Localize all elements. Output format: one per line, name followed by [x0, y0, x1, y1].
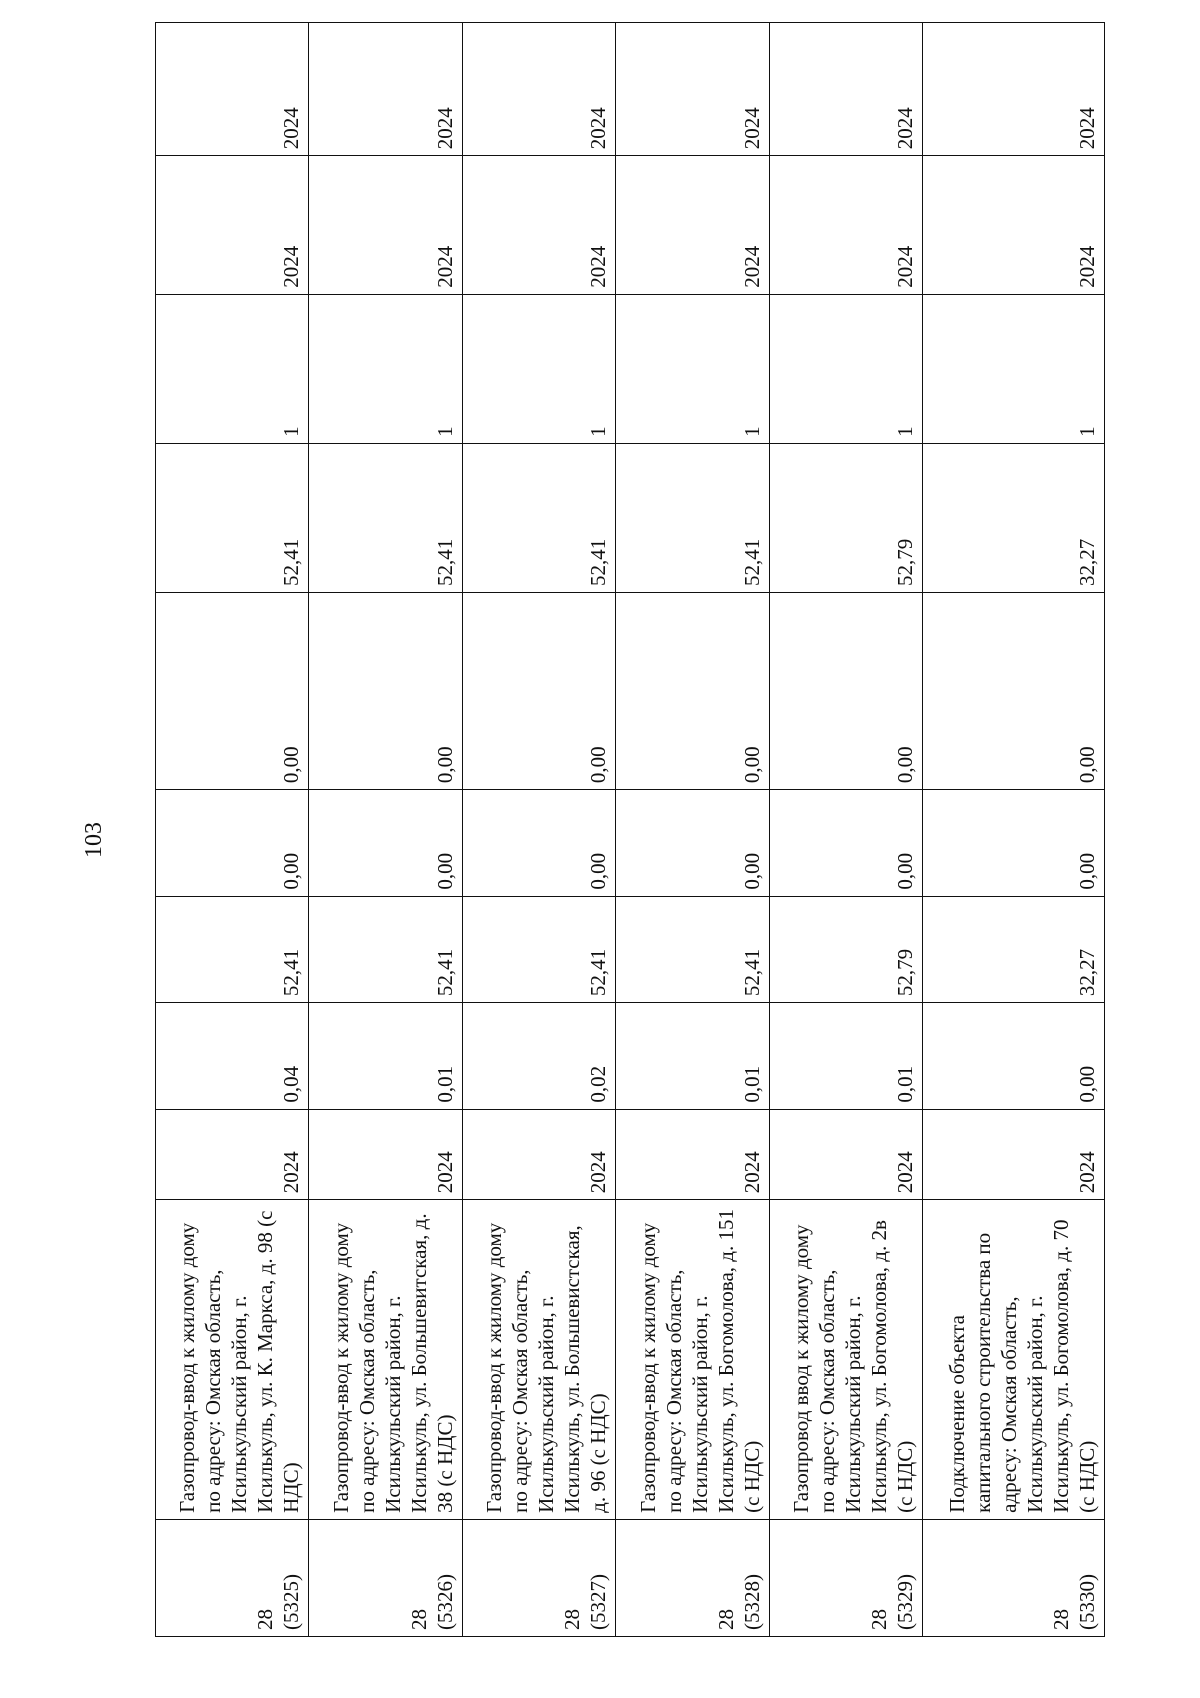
- quantity-cell: [769, 294, 922, 443]
- total-cost-cell: [769, 443, 922, 592]
- cell-text-name: Газопровод-ввод к жилому дому по адресу: Омская область, Исилькульский район, г. Исилькуль, ул. Богомолова, д. 151 (с НДС): [635, 1209, 764, 1513]
- value-cell-2: [922, 896, 1104, 1003]
- cell-text-num: 28: [866, 1609, 891, 1630]
- value-cell-3: [922, 790, 1104, 897]
- quantity-cell: [922, 294, 1104, 443]
- cell-text-year-start: 2024: [279, 1151, 304, 1194]
- total-cost-cell: [462, 443, 615, 592]
- value-cell-1: [922, 1003, 1104, 1110]
- table-row: [616, 23, 769, 1637]
- start-year-cell: [922, 1109, 1104, 1200]
- cell-text-c5: 52,41: [279, 538, 304, 586]
- cell-text-c6: 1: [739, 426, 764, 437]
- cell-text-c6: 1: [892, 426, 917, 437]
- cell-text-c7: 2024: [739, 245, 764, 288]
- value-cell-4: [156, 593, 309, 790]
- cell-text-c5: 52,41: [739, 538, 764, 586]
- value-cell-2: [769, 896, 922, 1003]
- cell-text-c1: 0,01: [432, 1065, 457, 1103]
- cell-text-c6: 1: [432, 426, 457, 437]
- cell-text-c2: 52,41: [432, 948, 457, 997]
- cell-text-c8: 2024: [739, 107, 764, 150]
- cell-text-c8: 2024: [586, 107, 611, 150]
- cell-text-num: 28: [713, 1609, 738, 1630]
- cell-text-c8: 2024: [1075, 107, 1099, 150]
- cell-text-c2: 52,41: [279, 948, 304, 997]
- cell-text-c8: 2024: [279, 107, 304, 150]
- cell-text-c1: 0,02: [586, 1065, 611, 1103]
- cell-text-c8: 2024: [432, 107, 457, 150]
- cell-text-name: Подключение объекта капитального строительства по адресу: Омская область, Исилькульский район, г. Исилькуль, ул. Богомолова, д. 70 (с НДС): [945, 1219, 1099, 1513]
- cell-text-c6: 1: [1075, 426, 1099, 437]
- quantity-cell: [156, 294, 309, 443]
- year-cell-2: [156, 23, 309, 156]
- quantity-cell: [616, 294, 769, 443]
- total-cost-cell: [616, 443, 769, 592]
- cell-text-c4: 0,00: [892, 746, 917, 784]
- cell-text-code: (5329): [892, 1574, 917, 1630]
- year-cell-1: [462, 156, 615, 294]
- cell-text-c3: 0,00: [739, 852, 764, 890]
- cell-text-c2: 32,27: [1075, 948, 1099, 997]
- start-year-cell: [309, 1109, 462, 1200]
- row-number-cell: [616, 1519, 769, 1636]
- cell-text-name: Газопровод-ввод к жилому дому по адресу: Омская область, Исилькульский район, г. Исилькуль, ул. К. Маркса, д. 98 (с НДС): [175, 1210, 304, 1513]
- cell-text-year-start: 2024: [432, 1151, 457, 1194]
- cell-text-code: (5325): [279, 1574, 304, 1630]
- table-row: [156, 23, 309, 1637]
- rotated-table-wrapper: [155, 22, 1105, 1637]
- start-year-cell: [769, 1109, 922, 1200]
- cell-text-c7: 2024: [892, 245, 917, 288]
- cell-text-year-start: 2024: [586, 1151, 611, 1194]
- cell-text-code: (5328): [739, 1574, 764, 1630]
- cell-text-num: 28: [1049, 1609, 1073, 1630]
- cell-text-c7: 2024: [586, 245, 611, 288]
- start-year-cell: [462, 1109, 615, 1200]
- cell-text-c4: 0,00: [586, 746, 611, 784]
- year-cell-2: [922, 23, 1104, 156]
- value-cell-4: [769, 593, 922, 790]
- cell-text-c5: 32,27: [1075, 538, 1099, 586]
- total-cost-cell: [922, 443, 1104, 592]
- cell-text-c2: 52,41: [739, 948, 764, 997]
- value-cell-2: [156, 896, 309, 1003]
- value-cell-3: [616, 790, 769, 897]
- value-cell-2: [462, 896, 615, 1003]
- cell-text-c7: 2024: [432, 245, 457, 288]
- cell-text-c5: 52,41: [432, 538, 457, 586]
- cell-text-c7: 2024: [279, 245, 304, 288]
- object-name-cell: [462, 1200, 615, 1520]
- year-cell-1: [769, 156, 922, 294]
- value-cell-1: [156, 1003, 309, 1110]
- cell-text-name: Газопровод-ввод к жилому дому по адресу: Омская область, Исилькульский район, г. Исилькуль, ул. Большевистская, д. 96 (с НДС): [482, 1222, 611, 1513]
- cell-text-num: 28: [253, 1609, 278, 1630]
- cell-text-c5: 52,41: [586, 538, 611, 586]
- total-cost-cell: [156, 443, 309, 592]
- cell-text-c3: 0,00: [432, 852, 457, 890]
- row-number-cell: [462, 1519, 615, 1636]
- year-cell-1: [922, 156, 1104, 294]
- year-cell-2: [309, 23, 462, 156]
- cell-text-c3: 0,00: [279, 852, 304, 890]
- value-cell-2: [309, 896, 462, 1003]
- value-cell-1: [616, 1003, 769, 1110]
- cell-text-year-start: 2024: [739, 1151, 764, 1194]
- value-cell-4: [462, 593, 615, 790]
- cell-text-c3: 0,00: [892, 852, 917, 890]
- cell-text-c1: 0,00: [1075, 1065, 1099, 1103]
- cell-text-c5: 52,79: [892, 538, 917, 586]
- cell-text-c1: 0,01: [739, 1065, 764, 1103]
- object-name-cell: [156, 1200, 309, 1520]
- row-number-cell: [922, 1519, 1104, 1636]
- table-row: [922, 23, 1104, 1637]
- cell-text-num: 28: [406, 1609, 431, 1630]
- value-cell-1: [769, 1003, 922, 1110]
- cell-text-year-start: 2024: [892, 1151, 917, 1194]
- object-name-cell: [922, 1200, 1104, 1520]
- year-cell-2: [462, 23, 615, 156]
- value-cell-3: [156, 790, 309, 897]
- cell-text-year-start: 2024: [1075, 1151, 1099, 1194]
- cell-text-code: (5330): [1075, 1574, 1099, 1630]
- cell-text-c6: 1: [586, 426, 611, 437]
- table-row: [462, 23, 615, 1637]
- value-cell-1: [462, 1003, 615, 1110]
- start-year-cell: [156, 1109, 309, 1200]
- object-name-cell: [309, 1200, 462, 1520]
- cell-text-name: Газопровод-ввод к жилому дому по адресу: Омская область, Исилькульский район, г. Исилькуль, ул. Большевитская, д. 38 (с НДС): [328, 1213, 457, 1513]
- table-row: [769, 23, 922, 1637]
- cell-text-code: (5327): [586, 1574, 611, 1630]
- quantity-cell: [309, 294, 462, 443]
- cell-text-c4: 0,00: [739, 746, 764, 784]
- cell-text-c4: 0,00: [432, 746, 457, 784]
- value-cell-1: [309, 1003, 462, 1110]
- year-cell-2: [769, 23, 922, 156]
- value-cell-4: [616, 593, 769, 790]
- cell-text-c2: 52,79: [892, 948, 917, 997]
- cell-text-c7: 2024: [1075, 245, 1099, 288]
- value-cell-3: [309, 790, 462, 897]
- total-cost-cell: [309, 443, 462, 592]
- table-row: [309, 23, 462, 1637]
- row-number-cell: [769, 1519, 922, 1636]
- row-number-cell: [309, 1519, 462, 1636]
- quantity-cell: [462, 294, 615, 443]
- cell-text-c3: 0,00: [1075, 852, 1099, 890]
- cell-text-num: 28: [560, 1609, 585, 1630]
- cell-text-c2: 52,41: [586, 948, 611, 997]
- cell-text-name: Газопровод ввод к жилому дому по адресу: Омская область, Исилькульский район, г. Исилькуль, ул. Богомолова, д. 2в (с НДС): [788, 1220, 917, 1513]
- object-name-cell: [616, 1200, 769, 1520]
- year-cell-1: [309, 156, 462, 294]
- cell-text-code: (5326): [432, 1574, 457, 1630]
- year-cell-1: [156, 156, 309, 294]
- value-cell-4: [309, 593, 462, 790]
- row-number-cell: [156, 1519, 309, 1636]
- year-cell-2: [616, 23, 769, 156]
- investment-table: [155, 22, 1105, 1637]
- cell-text-c6: 1: [279, 426, 304, 437]
- cell-text-c4: 0,00: [1075, 746, 1099, 784]
- cell-text-c4: 0,00: [279, 746, 304, 784]
- value-cell-2: [616, 896, 769, 1003]
- object-name-cell: [769, 1200, 922, 1520]
- cell-text-c3: 0,00: [586, 852, 611, 890]
- page-number: 103: [81, 822, 107, 858]
- value-cell-4: [922, 593, 1104, 790]
- cell-text-c1: 0,04: [279, 1065, 304, 1103]
- value-cell-3: [462, 790, 615, 897]
- year-cell-1: [616, 156, 769, 294]
- cell-text-c8: 2024: [892, 107, 917, 150]
- cell-text-c1: 0,01: [892, 1065, 917, 1103]
- start-year-cell: [616, 1109, 769, 1200]
- value-cell-3: [769, 790, 922, 897]
